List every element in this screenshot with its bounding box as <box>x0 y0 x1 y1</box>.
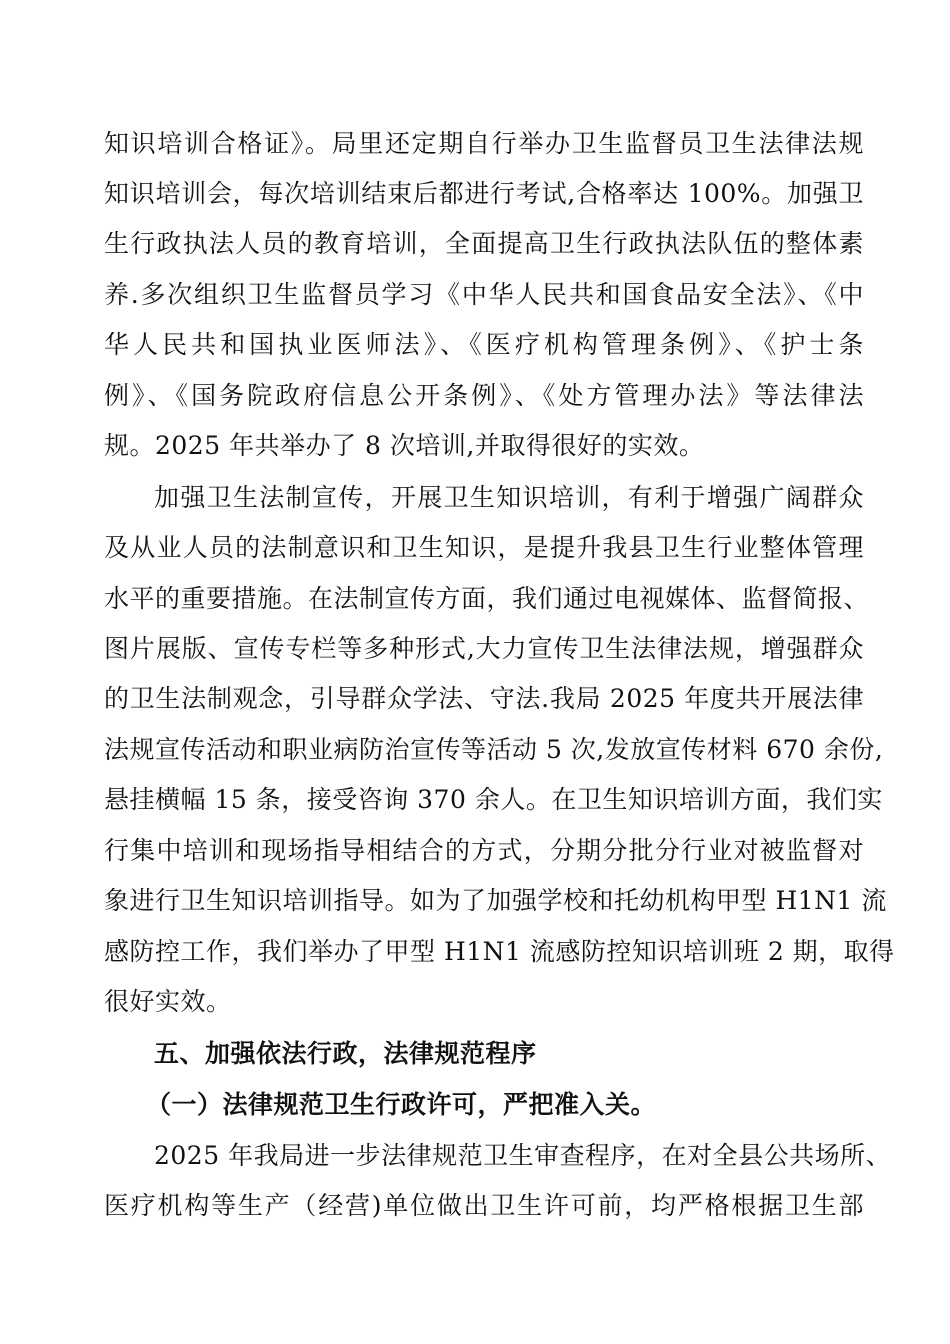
body-text-line: 的卫生法制观念，引导群众学法、守法.我局 2025 年度共开展法律 <box>104 684 864 713</box>
body-text-line: 知识培训合格证》。局里还定期自行举办卫生监督员卫生法律法规 <box>104 129 864 158</box>
body-text-line: 及从业人员的法制意识和卫生知识，是提升我县卫生行业整体管理 <box>104 533 864 562</box>
section-heading: 五、加强依法行政，法律规范程序 <box>154 1039 537 1068</box>
body-text-line: 例》、《国务院政府信息公开条例》、《处方管理办法》等法律法 <box>104 381 864 410</box>
body-text-line: 象进行卫生知识培训指导。如为了加强学校和托幼机构甲型 H1N1 流 <box>104 886 887 915</box>
body-text-line: 知识培训会，每次培训结束后都进行考试,合格率达 100%。加强卫 <box>104 179 864 208</box>
body-text-line: 医疗机构等生产（经营)单位做出卫生许可前，均严格根据卫生部 <box>104 1191 864 1220</box>
body-text-line: 生行政执法人员的教育培训，全面提高卫生行政执法队伍的整体素 <box>104 229 864 258</box>
body-text-line: 感防控工作，我们举办了甲型 H1N1 流感防控知识培训班 2 期，取得 <box>104 937 895 966</box>
body-text-line: 行集中培训和现场指导相结合的方式，分期分批分行业对被监督对 <box>104 836 864 865</box>
body-text-line: 华人民共和国执业医师法》、《医疗机构管理条例》、《护士条 <box>104 330 864 359</box>
body-text-line: 法规宣传活动和职业病防治宣传等活动 5 次,发放宣传材料 670 余份, <box>104 735 884 764</box>
body-text-line: 规。2025 年共举办了 8 次培训,并取得很好的实效。 <box>104 431 705 460</box>
body-text-line: 加强卫生法制宣传，开展卫生知识培训，有利于增强广阔群众 <box>154 483 864 512</box>
body-text-line: 养.多次组织卫生监督员学习《中华人民共和国食品安全法》、《中 <box>104 280 864 309</box>
body-text-line: 很好实效。 <box>104 987 232 1016</box>
body-text-line: 悬挂横幅 15 条，接受咨询 370 余人。在卫生知识培训方面，我们实 <box>104 785 883 814</box>
body-text-line: 2025 年我局进一步法律规范卫生审查程序，在对全县公共场所、 <box>154 1141 892 1170</box>
body-text-line: 水平的重要措施。在法制宣传方面，我们通过电视媒体、监督简报、 <box>104 584 870 613</box>
subsection-heading: （一）法律规范卫生行政许可，严把准入关。 <box>146 1090 657 1119</box>
body-text-line: 图片展版、宣传专栏等多种形式,大力宣传卫生法律法规，增强群众 <box>104 634 864 663</box>
